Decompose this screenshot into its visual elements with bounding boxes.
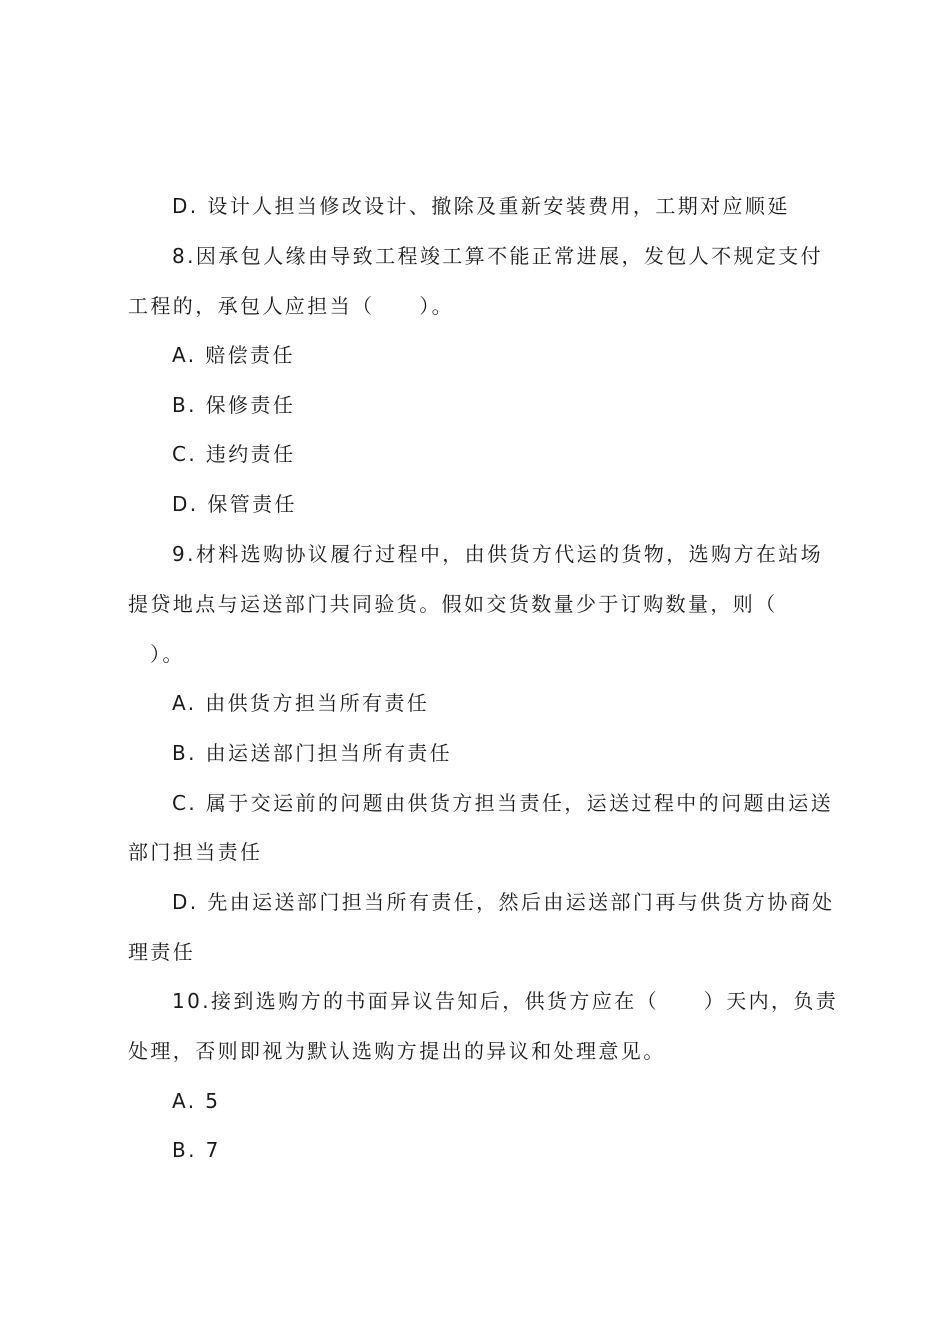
q8-option-a: A. 赔偿责任 (172, 343, 295, 367)
q8-option-c: C. 违约责任 (172, 442, 296, 466)
q8-option-b: B. 保修责任 (172, 393, 296, 417)
q9-option-a: A. 由供货方担当所有责任 (172, 691, 430, 715)
q10-stem-line-2: 处理，否则即视为默认选购方提出的异议和处理意见。 (128, 1039, 666, 1063)
q7-option-d: D. 设计人担当修改设计、撤除及重新安装费用，工期对应顺延 (172, 194, 790, 218)
q9-option-b: B. 由运送部门担当所有责任 (172, 741, 453, 765)
q9-stem-line-2: 提贷地点与运送部门共同验货。假如交货数量少于订购数量，则（ (128, 592, 778, 616)
q10-stem-line-1: 10.接到选购方的书面异议告知后，供货方应在（ ）天内，负责 (172, 989, 839, 1013)
q10-option-b: B. 7 (172, 1138, 221, 1162)
q9-stem-line-1: 9.材料选购协议履行过程中，由供货方代运的货物，选购方在站场 (172, 542, 824, 566)
q9-option-d-line-1: D. 先由运送部门担当所有责任，然后由运送部门再与供货方协商处 (172, 890, 835, 914)
q8-option-d: D. 保管责任 (172, 492, 297, 516)
q9-option-c-line-1: C. 属于交运前的问题由供货方担当责任，运送过程中的问题由运送 (172, 791, 834, 815)
q8-stem-line-2: 工程的，承包人应担当（ ）。 (128, 294, 454, 318)
q8-stem-line-1: 8.因承包人缘由导致工程竣工算不能正常进展，发包人不规定支付 (172, 244, 824, 268)
q9-option-c-line-2: 部门担当责任 (128, 840, 263, 864)
q10-option-a: A. 5 (172, 1089, 221, 1113)
q9-option-d-line-2: 理责任 (128, 940, 196, 964)
q9-stem-line-3: ）。 (150, 642, 185, 666)
